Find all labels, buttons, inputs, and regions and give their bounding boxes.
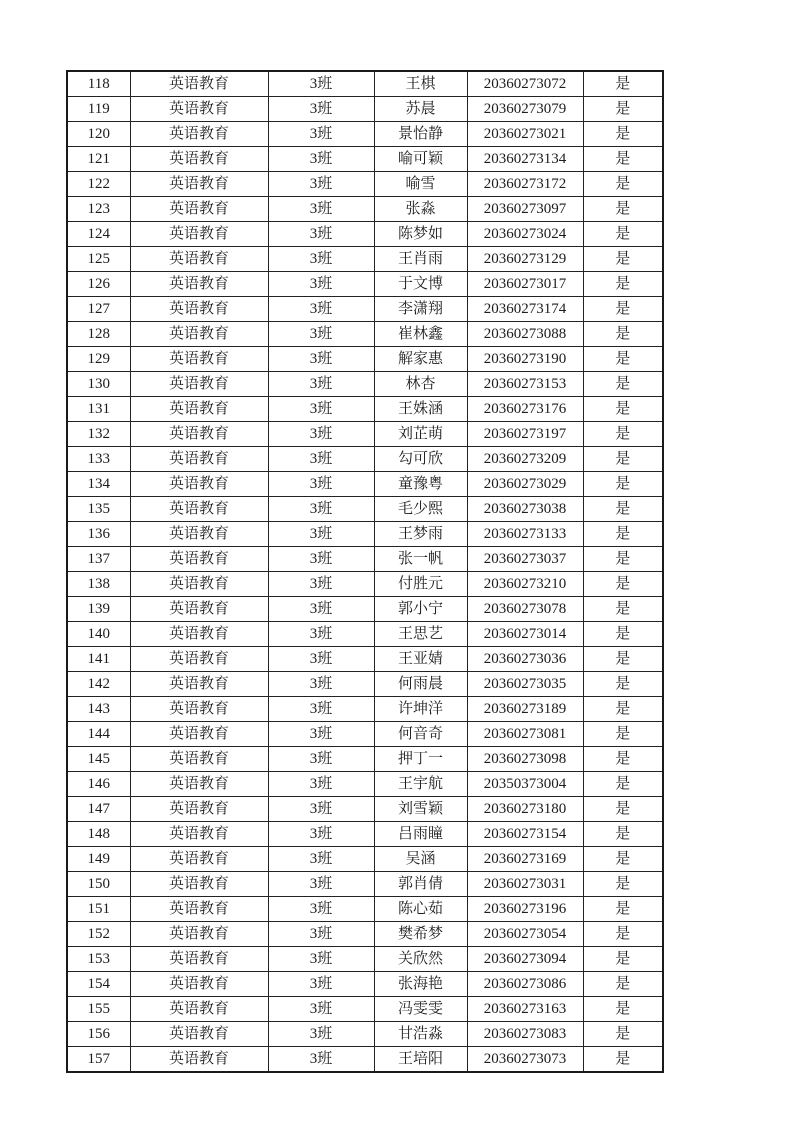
cell-class: 3班 xyxy=(268,147,374,172)
cell-confirmed: 是 xyxy=(583,722,663,747)
cell-confirmed: 是 xyxy=(583,797,663,822)
cell-student-id: 20360273174 xyxy=(467,297,583,322)
cell-confirmed: 是 xyxy=(583,897,663,922)
table-row xyxy=(67,572,663,597)
cell-confirmed: 是 xyxy=(583,647,663,672)
cell-row-number: 147 xyxy=(67,797,130,822)
cell-class: 3班 xyxy=(268,472,374,497)
cell-student-name: 王梦雨 xyxy=(374,522,467,547)
cell-student-name: 王亚婧 xyxy=(374,647,467,672)
cell-student-id: 20360273024 xyxy=(467,222,583,247)
cell-student-id: 20360273176 xyxy=(467,397,583,422)
cell-major: 英语教育 xyxy=(130,672,268,697)
cell-row-number: 140 xyxy=(67,622,130,647)
cell-major: 英语教育 xyxy=(130,872,268,897)
cell-major: 英语教育 xyxy=(130,797,268,822)
cell-major: 英语教育 xyxy=(130,197,268,222)
cell-major: 英语教育 xyxy=(130,71,268,97)
cell-student-name: 张一帆 xyxy=(374,547,467,572)
table-row xyxy=(67,822,663,847)
cell-row-number: 151 xyxy=(67,897,130,922)
cell-confirmed: 是 xyxy=(583,397,663,422)
cell-confirmed: 是 xyxy=(583,147,663,172)
table-row xyxy=(67,472,663,497)
cell-student-id: 20360273197 xyxy=(467,422,583,447)
cell-class: 3班 xyxy=(268,922,374,947)
cell-row-number: 137 xyxy=(67,547,130,572)
cell-class: 3班 xyxy=(268,397,374,422)
cell-class: 3班 xyxy=(268,647,374,672)
cell-major: 英语教育 xyxy=(130,922,268,947)
table-row xyxy=(67,972,663,997)
table-row xyxy=(67,772,663,797)
cell-student-name: 樊希梦 xyxy=(374,922,467,947)
cell-major: 英语教育 xyxy=(130,972,268,997)
table-row xyxy=(67,297,663,322)
cell-row-number: 146 xyxy=(67,772,130,797)
cell-student-id: 20360273086 xyxy=(467,972,583,997)
table-row xyxy=(67,1047,663,1073)
cell-student-name: 喻雪 xyxy=(374,172,467,197)
cell-confirmed: 是 xyxy=(583,697,663,722)
cell-student-id: 20360273180 xyxy=(467,797,583,822)
cell-confirmed: 是 xyxy=(583,472,663,497)
cell-student-name: 苏晨 xyxy=(374,97,467,122)
table-row xyxy=(67,897,663,922)
cell-student-name: 崔林鑫 xyxy=(374,322,467,347)
cell-student-name: 喻可颖 xyxy=(374,147,467,172)
cell-confirmed: 是 xyxy=(583,847,663,872)
cell-confirmed: 是 xyxy=(583,922,663,947)
cell-row-number: 132 xyxy=(67,422,130,447)
cell-class: 3班 xyxy=(268,622,374,647)
cell-student-id: 20360273169 xyxy=(467,847,583,872)
cell-student-name: 李潇翔 xyxy=(374,297,467,322)
cell-row-number: 123 xyxy=(67,197,130,222)
cell-row-number: 130 xyxy=(67,372,130,397)
cell-major: 英语教育 xyxy=(130,322,268,347)
cell-student-id: 20360273133 xyxy=(467,522,583,547)
cell-student-name: 关欣然 xyxy=(374,947,467,972)
table-row xyxy=(67,922,663,947)
cell-student-id: 20360273083 xyxy=(467,1022,583,1047)
cell-class: 3班 xyxy=(268,697,374,722)
cell-class: 3班 xyxy=(268,322,374,347)
cell-student-id: 20360273094 xyxy=(467,947,583,972)
cell-major: 英语教育 xyxy=(130,447,268,472)
cell-student-name: 王肖雨 xyxy=(374,247,467,272)
table-row xyxy=(67,347,663,372)
cell-confirmed: 是 xyxy=(583,1022,663,1047)
cell-major: 英语教育 xyxy=(130,397,268,422)
cell-major: 英语教育 xyxy=(130,697,268,722)
cell-row-number: 153 xyxy=(67,947,130,972)
cell-class: 3班 xyxy=(268,297,374,322)
cell-student-id: 20360273196 xyxy=(467,897,583,922)
cell-student-name: 童豫粤 xyxy=(374,472,467,497)
cell-row-number: 155 xyxy=(67,997,130,1022)
cell-major: 英语教育 xyxy=(130,997,268,1022)
cell-class: 3班 xyxy=(268,172,374,197)
cell-row-number: 148 xyxy=(67,822,130,847)
cell-class: 3班 xyxy=(268,797,374,822)
cell-confirmed: 是 xyxy=(583,222,663,247)
cell-student-name: 景怡静 xyxy=(374,122,467,147)
cell-confirmed: 是 xyxy=(583,622,663,647)
cell-major: 英语教育 xyxy=(130,297,268,322)
cell-confirmed: 是 xyxy=(583,1047,663,1073)
cell-class: 3班 xyxy=(268,947,374,972)
cell-row-number: 125 xyxy=(67,247,130,272)
cell-class: 3班 xyxy=(268,672,374,697)
cell-student-id: 20360273210 xyxy=(467,572,583,597)
table-row xyxy=(67,997,663,1022)
cell-row-number: 157 xyxy=(67,1047,130,1073)
cell-major: 英语教育 xyxy=(130,497,268,522)
cell-row-number: 141 xyxy=(67,647,130,672)
table-row xyxy=(67,147,663,172)
cell-student-name: 吴涵 xyxy=(374,847,467,872)
cell-confirmed: 是 xyxy=(583,122,663,147)
cell-row-number: 136 xyxy=(67,522,130,547)
cell-student-id: 20360273134 xyxy=(467,147,583,172)
cell-student-id: 20360273189 xyxy=(467,697,583,722)
cell-major: 英语教育 xyxy=(130,247,268,272)
cell-class: 3班 xyxy=(268,447,374,472)
cell-row-number: 134 xyxy=(67,472,130,497)
cell-student-id: 20360273014 xyxy=(467,622,583,647)
cell-class: 3班 xyxy=(268,747,374,772)
cell-student-id: 20360273031 xyxy=(467,872,583,897)
cell-confirmed: 是 xyxy=(583,872,663,897)
cell-class: 3班 xyxy=(268,847,374,872)
cell-row-number: 156 xyxy=(67,1022,130,1047)
cell-row-number: 154 xyxy=(67,972,130,997)
cell-major: 英语教育 xyxy=(130,547,268,572)
table-row xyxy=(67,272,663,297)
cell-student-name: 陈梦如 xyxy=(374,222,467,247)
cell-student-name: 冯雯雯 xyxy=(374,997,467,1022)
cell-row-number: 124 xyxy=(67,222,130,247)
cell-major: 英语教育 xyxy=(130,897,268,922)
table-row xyxy=(67,247,663,272)
cell-student-id: 20360273036 xyxy=(467,647,583,672)
cell-student-name: 吕雨瞳 xyxy=(374,822,467,847)
table-row xyxy=(67,872,663,897)
table-row xyxy=(67,547,663,572)
cell-student-name: 勾可欣 xyxy=(374,447,467,472)
cell-row-number: 135 xyxy=(67,497,130,522)
cell-student-name: 刘雪颖 xyxy=(374,797,467,822)
cell-class: 3班 xyxy=(268,722,374,747)
cell-major: 英语教育 xyxy=(130,947,268,972)
cell-row-number: 143 xyxy=(67,697,130,722)
cell-major: 英语教育 xyxy=(130,522,268,547)
cell-row-number: 118 xyxy=(67,71,130,97)
cell-class: 3班 xyxy=(268,572,374,597)
student-roster-table xyxy=(66,70,664,1073)
table-row xyxy=(67,172,663,197)
cell-student-name: 王培阳 xyxy=(374,1047,467,1073)
cell-class: 3班 xyxy=(268,972,374,997)
cell-confirmed: 是 xyxy=(583,972,663,997)
cell-student-id: 20360273029 xyxy=(467,472,583,497)
cell-student-name: 陈心茹 xyxy=(374,897,467,922)
cell-student-id: 20360273153 xyxy=(467,372,583,397)
cell-student-name: 何音奇 xyxy=(374,722,467,747)
cell-major: 英语教育 xyxy=(130,372,268,397)
cell-student-name: 甘浩淼 xyxy=(374,1022,467,1047)
table-row xyxy=(67,622,663,647)
cell-major: 英语教育 xyxy=(130,422,268,447)
table-row xyxy=(67,497,663,522)
cell-confirmed: 是 xyxy=(583,547,663,572)
cell-major: 英语教育 xyxy=(130,847,268,872)
table-row xyxy=(67,797,663,822)
table-row xyxy=(67,71,663,97)
cell-row-number: 122 xyxy=(67,172,130,197)
cell-student-name: 刘芷萌 xyxy=(374,422,467,447)
cell-class: 3班 xyxy=(268,1022,374,1047)
cell-class: 3班 xyxy=(268,347,374,372)
table-row xyxy=(67,672,663,697)
cell-major: 英语教育 xyxy=(130,622,268,647)
table-row xyxy=(67,97,663,122)
cell-student-name: 林杏 xyxy=(374,372,467,397)
cell-student-id: 20360273097 xyxy=(467,197,583,222)
cell-confirmed: 是 xyxy=(583,272,663,297)
cell-major: 英语教育 xyxy=(130,172,268,197)
cell-confirmed: 是 xyxy=(583,747,663,772)
cell-student-name: 何雨晨 xyxy=(374,672,467,697)
cell-student-id: 20360273037 xyxy=(467,547,583,572)
cell-student-id: 20360273209 xyxy=(467,447,583,472)
cell-confirmed: 是 xyxy=(583,71,663,97)
cell-class: 3班 xyxy=(268,872,374,897)
cell-major: 英语教育 xyxy=(130,747,268,772)
cell-class: 3班 xyxy=(268,272,374,297)
table-row xyxy=(67,372,663,397)
cell-student-name: 王思艺 xyxy=(374,622,467,647)
cell-student-id: 20360273035 xyxy=(467,672,583,697)
cell-class: 3班 xyxy=(268,497,374,522)
table-row xyxy=(67,522,663,547)
cell-confirmed: 是 xyxy=(583,372,663,397)
table-row xyxy=(67,722,663,747)
cell-class: 3班 xyxy=(268,1047,374,1073)
cell-student-id: 20360273038 xyxy=(467,497,583,522)
cell-student-id: 20360273073 xyxy=(467,1047,583,1073)
cell-confirmed: 是 xyxy=(583,947,663,972)
cell-class: 3班 xyxy=(268,197,374,222)
cell-class: 3班 xyxy=(268,597,374,622)
cell-major: 英语教育 xyxy=(130,1047,268,1073)
cell-student-id: 20360273072 xyxy=(467,71,583,97)
cell-student-id: 20360273129 xyxy=(467,247,583,272)
cell-student-name: 王棋 xyxy=(374,71,467,97)
table-row xyxy=(67,397,663,422)
cell-confirmed: 是 xyxy=(583,597,663,622)
cell-row-number: 128 xyxy=(67,322,130,347)
cell-confirmed: 是 xyxy=(583,997,663,1022)
cell-class: 3班 xyxy=(268,547,374,572)
cell-confirmed: 是 xyxy=(583,322,663,347)
cell-major: 英语教育 xyxy=(130,647,268,672)
cell-confirmed: 是 xyxy=(583,347,663,372)
cell-class: 3班 xyxy=(268,422,374,447)
cell-class: 3班 xyxy=(268,772,374,797)
cell-student-id: 20360273078 xyxy=(467,597,583,622)
cell-class: 3班 xyxy=(268,372,374,397)
cell-student-id: 20350373004 xyxy=(467,772,583,797)
cell-major: 英语教育 xyxy=(130,597,268,622)
cell-major: 英语教育 xyxy=(130,272,268,297)
cell-student-name: 王宇航 xyxy=(374,772,467,797)
cell-major: 英语教育 xyxy=(130,822,268,847)
cell-confirmed: 是 xyxy=(583,197,663,222)
cell-row-number: 133 xyxy=(67,447,130,472)
cell-student-id: 20360273054 xyxy=(467,922,583,947)
table-row xyxy=(67,322,663,347)
table-row xyxy=(67,197,663,222)
cell-student-name: 于文博 xyxy=(374,272,467,297)
cell-student-name: 张海艳 xyxy=(374,972,467,997)
table-row xyxy=(67,947,663,972)
cell-row-number: 142 xyxy=(67,672,130,697)
table-row xyxy=(67,597,663,622)
cell-confirmed: 是 xyxy=(583,572,663,597)
cell-class: 3班 xyxy=(268,822,374,847)
cell-confirmed: 是 xyxy=(583,447,663,472)
table-row xyxy=(67,422,663,447)
table-row xyxy=(67,647,663,672)
cell-row-number: 121 xyxy=(67,147,130,172)
cell-major: 英语教育 xyxy=(130,347,268,372)
cell-class: 3班 xyxy=(268,97,374,122)
cell-confirmed: 是 xyxy=(583,497,663,522)
cell-row-number: 126 xyxy=(67,272,130,297)
table-row xyxy=(67,447,663,472)
cell-student-id: 20360273021 xyxy=(467,122,583,147)
cell-row-number: 150 xyxy=(67,872,130,897)
cell-student-id: 20360273088 xyxy=(467,322,583,347)
cell-major: 英语教育 xyxy=(130,122,268,147)
cell-student-name: 押丁一 xyxy=(374,747,467,772)
cell-student-name: 许坤洋 xyxy=(374,697,467,722)
cell-confirmed: 是 xyxy=(583,97,663,122)
student-table-body xyxy=(67,71,663,1072)
cell-row-number: 127 xyxy=(67,297,130,322)
cell-student-name: 付胜元 xyxy=(374,572,467,597)
cell-confirmed: 是 xyxy=(583,422,663,447)
cell-student-name: 郭肖倩 xyxy=(374,872,467,897)
cell-row-number: 145 xyxy=(67,747,130,772)
cell-class: 3班 xyxy=(268,222,374,247)
cell-student-name: 解家惠 xyxy=(374,347,467,372)
cell-major: 英语教育 xyxy=(130,147,268,172)
table-row xyxy=(67,122,663,147)
cell-confirmed: 是 xyxy=(583,672,663,697)
cell-class: 3班 xyxy=(268,522,374,547)
cell-class: 3班 xyxy=(268,247,374,272)
cell-student-id: 20360273163 xyxy=(467,997,583,1022)
cell-confirmed: 是 xyxy=(583,772,663,797)
cell-major: 英语教育 xyxy=(130,97,268,122)
table-row xyxy=(67,847,663,872)
table-row xyxy=(67,222,663,247)
cell-student-name: 毛少熙 xyxy=(374,497,467,522)
table-row xyxy=(67,697,663,722)
cell-class: 3班 xyxy=(268,997,374,1022)
cell-major: 英语教育 xyxy=(130,722,268,747)
cell-confirmed: 是 xyxy=(583,172,663,197)
cell-row-number: 131 xyxy=(67,397,130,422)
cell-student-id: 20360273154 xyxy=(467,822,583,847)
cell-row-number: 149 xyxy=(67,847,130,872)
cell-major: 英语教育 xyxy=(130,772,268,797)
cell-student-id: 20360273079 xyxy=(467,97,583,122)
cell-student-name: 张淼 xyxy=(374,197,467,222)
cell-class: 3班 xyxy=(268,897,374,922)
cell-major: 英语教育 xyxy=(130,1022,268,1047)
cell-row-number: 129 xyxy=(67,347,130,372)
cell-confirmed: 是 xyxy=(583,522,663,547)
cell-student-id: 20360273081 xyxy=(467,722,583,747)
table-row xyxy=(67,747,663,772)
cell-class: 3班 xyxy=(268,122,374,147)
cell-major: 英语教育 xyxy=(130,572,268,597)
cell-row-number: 144 xyxy=(67,722,130,747)
cell-student-name: 王姝涵 xyxy=(374,397,467,422)
cell-class: 3班 xyxy=(268,71,374,97)
cell-student-id: 20360273017 xyxy=(467,272,583,297)
cell-confirmed: 是 xyxy=(583,297,663,322)
cell-major: 英语教育 xyxy=(130,222,268,247)
table-row xyxy=(67,1022,663,1047)
cell-major: 英语教育 xyxy=(130,472,268,497)
cell-student-name: 郭小宁 xyxy=(374,597,467,622)
cell-student-id: 20360273098 xyxy=(467,747,583,772)
cell-confirmed: 是 xyxy=(583,822,663,847)
cell-row-number: 152 xyxy=(67,922,130,947)
cell-student-id: 20360273190 xyxy=(467,347,583,372)
cell-student-id: 20360273172 xyxy=(467,172,583,197)
cell-row-number: 138 xyxy=(67,572,130,597)
cell-confirmed: 是 xyxy=(583,247,663,272)
cell-row-number: 139 xyxy=(67,597,130,622)
cell-row-number: 120 xyxy=(67,122,130,147)
cell-row-number: 119 xyxy=(67,97,130,122)
